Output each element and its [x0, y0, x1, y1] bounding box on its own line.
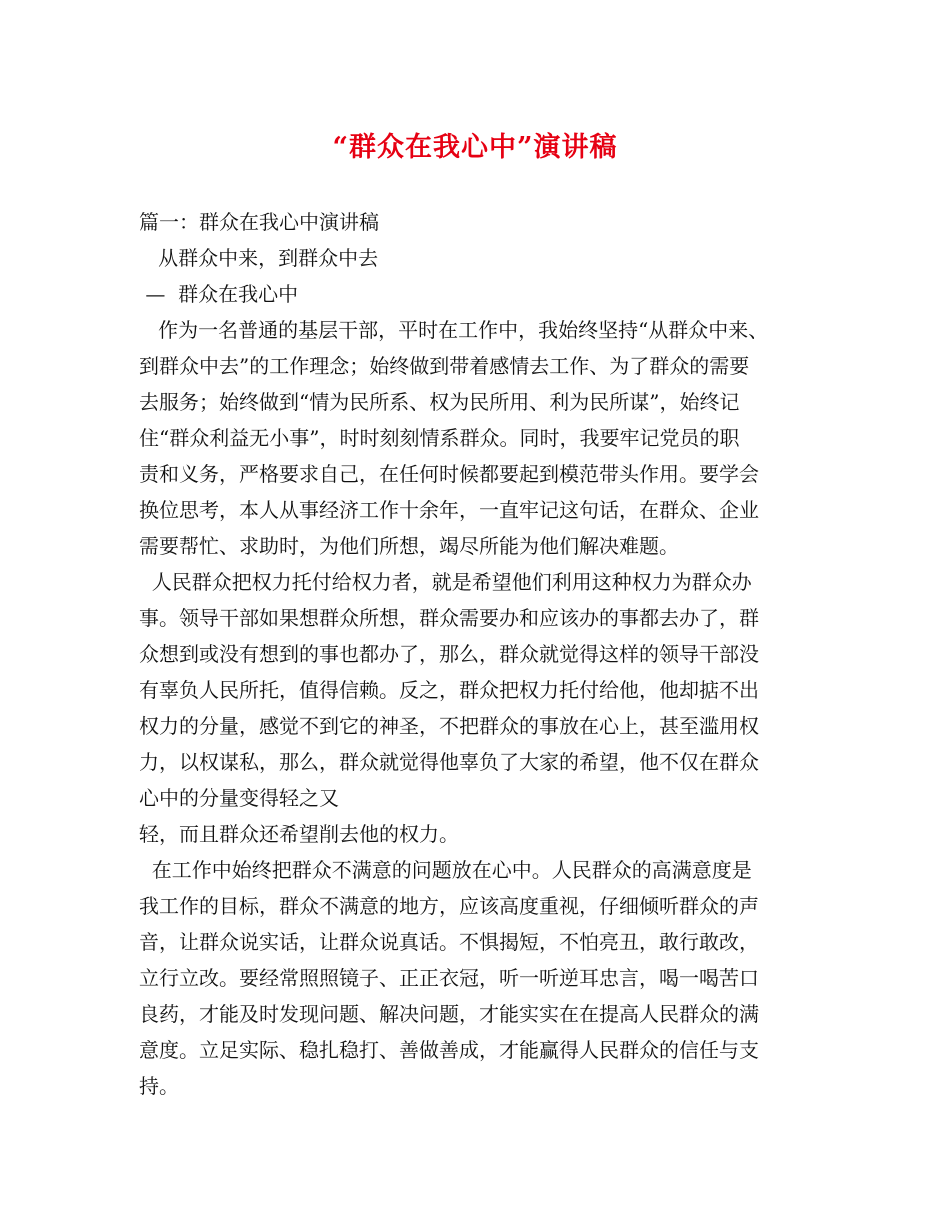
text-line: 有辜负人民所托，值得信赖。反之，群众把权力托付给他，他却掂不出 [139, 678, 759, 702]
text-line: 轻，而且群众还希望削去他的权力。 [139, 822, 459, 846]
text-line: 众想到或没有想到的事也都办了，那么，群众就觉得这样的领导干部没 [139, 642, 759, 666]
text-line: 篇一：群众在我心中演讲稿 [139, 210, 379, 234]
text-line: 心中的分量变得轻之又 [139, 786, 339, 810]
text-line: 持。 [139, 1074, 179, 1098]
text-line: — 群众在我心中 [139, 282, 299, 306]
text-line: 音，让群众说实话，让群众说真话。不惧揭短，不怕亮丑，敢行敢改， [139, 930, 759, 954]
text-line: 我工作的目标，群众不满意的地方，应该高度重视，仔细倾听群众的声 [139, 894, 759, 918]
text-line: 换位思考，本人从事经济工作十余年，一直牢记这句话，在群众、企业 [139, 498, 759, 522]
text-line: 责和义务，严格要求自己，在任何时候都要起到模范带头作用。要学会 [139, 462, 759, 486]
text-line: 从群众中来，到群众中去 [139, 246, 379, 270]
text-line: 作为一名普通的基层干部，平时在工作中，我始终坚持“从群众中来、 [139, 318, 769, 342]
text-line: 在工作中始终把群众不满意的问题放在心中。人民群众的高满意度是 [139, 858, 752, 882]
text-line: 到群众中去”的工作理念；始终做到带着感情去工作、为了群众的需要 [139, 354, 750, 378]
text-line: 力，以权谋私，那么，群众就觉得他辜负了大家的希望，他不仅在群众 [139, 750, 759, 774]
text-line: 事。领导干部如果想群众所想，群众需要办和应该办的事都去办了，群 [139, 606, 759, 630]
text-line: 权力的分量，感觉不到它的神圣，不把群众的事放在心上，甚至滥用权 [139, 714, 759, 738]
text-line: 意度。立足实际、稳扎稳打、善做善成，才能赢得人民群众的信任与支 [139, 1038, 759, 1062]
document-title: “群众在我心中”演讲稿 [332, 132, 618, 163]
text-line: 需要帮忙、求助时，为他们所想，竭尽所能为他们解决难题。 [139, 534, 679, 558]
document-body [139, 204, 829, 1104]
text-line: 人民群众把权力托付给权力者，就是希望他们利用这种权力为群众办 [139, 570, 752, 594]
text-line: 住“群众利益无小事”，时时刻刻情系群众。同时，我要牢记党员的职 [139, 426, 740, 450]
text-line: 去服务；始终做到“情为民所系、权为民所用、利为民所谋”，始终记 [139, 390, 740, 414]
text-line: 良药，才能及时发现问题、解决问题，才能实实在在提高人民群众的满 [139, 1002, 759, 1026]
text-line: 立行立改。要经常照照镜子、正正衣冠，听一听逆耳忠言，喝一喝苦口 [139, 966, 759, 990]
